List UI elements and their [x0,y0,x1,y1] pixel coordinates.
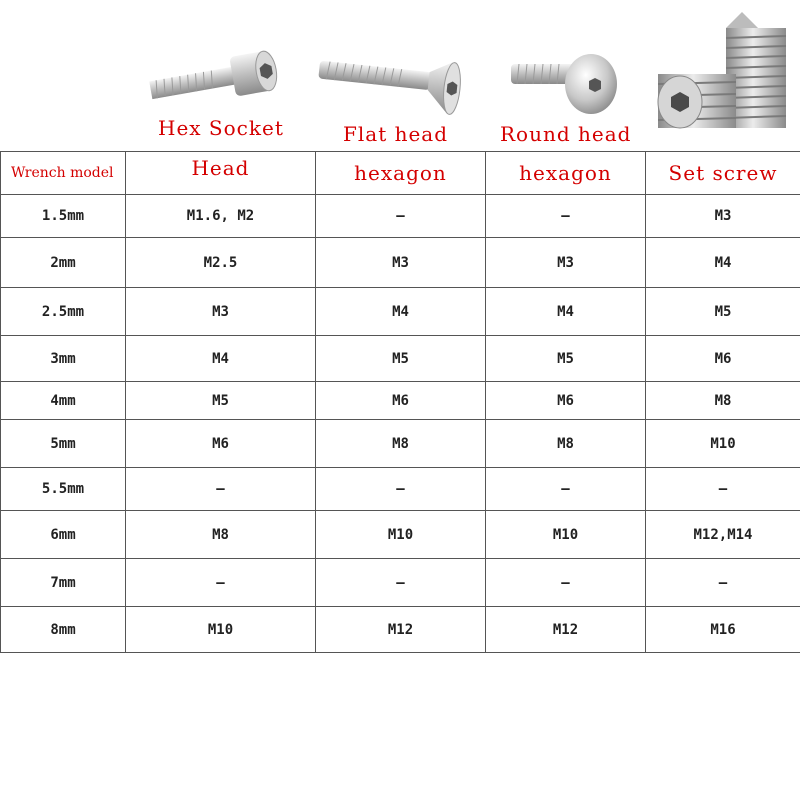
cell-set-screw: — [646,468,800,511]
header-round-hexagon: hexagon [486,152,646,195]
cell-head: M1.6, M2 [126,195,316,238]
cell-flat-head: — [316,195,486,238]
cell-round-head: — [486,195,646,238]
cell-flat-head: M12 [316,607,486,653]
cell-flat-head: M5 [316,336,486,382]
cell-wrench-size: 7mm [1,559,126,607]
table-row [1,238,800,288]
cell-round-head: M8 [486,420,646,468]
cell-set-screw: M4 [646,238,800,288]
cell-set-screw: — [646,559,800,607]
cell-head: M4 [126,336,316,382]
cell-head: — [126,468,316,511]
cell-round-head: M4 [486,288,646,336]
cell-wrench-size: 1.5mm [1,195,126,238]
cell-set-screw: M6 [646,336,800,382]
flat-head-screw-icon [310,50,475,120]
cell-round-head: — [486,468,646,511]
table-row [1,420,800,468]
cell-set-screw: M8 [646,382,800,420]
table-row [1,468,800,511]
cell-wrench-size: 5.5mm [1,468,126,511]
table-row [1,511,800,559]
table-row [1,382,800,420]
caption-flat-head: Flat head [343,122,449,146]
cell-flat-head: — [316,559,486,607]
cell-wrench-size: 4mm [1,382,126,420]
header-set-screw: Set screw [646,152,800,195]
cell-wrench-size: 6mm [1,511,126,559]
cell-wrench-size: 2.5mm [1,288,126,336]
cell-round-head: M12 [486,607,646,653]
table-row [1,336,800,382]
cell-set-screw: M16 [646,607,800,653]
cell-head: M2.5 [126,238,316,288]
cell-head: M5 [126,382,316,420]
cell-round-head: M3 [486,238,646,288]
header-wrench-model: Wrench model [1,152,126,195]
cell-head: M8 [126,511,316,559]
cell-set-screw: M3 [646,195,800,238]
cell-flat-head: M4 [316,288,486,336]
wrench-size-table [0,151,800,653]
cell-round-head: M5 [486,336,646,382]
round-head-screw-icon [505,48,620,120]
caption-hex-socket: Hex Socket [158,116,284,140]
header-head: Head [126,152,316,195]
cell-round-head: M6 [486,382,646,420]
cell-wrench-size: 5mm [1,420,126,468]
cell-set-screw: M5 [646,288,800,336]
table-row [1,559,800,607]
cell-head: M10 [126,607,316,653]
cell-head: — [126,559,316,607]
cell-wrench-size: 2mm [1,238,126,288]
cell-round-head: — [486,559,646,607]
table-row [1,607,800,653]
cell-round-head: M10 [486,511,646,559]
cell-set-screw: M12,M14 [646,511,800,559]
caption-round-head: Round head [500,122,632,146]
cell-flat-head: M10 [316,511,486,559]
hex-socket-screw-icon [145,40,285,120]
cell-head: M6 [126,420,316,468]
cell-flat-head: M3 [316,238,486,288]
cell-flat-head: M8 [316,420,486,468]
cell-wrench-size: 8mm [1,607,126,653]
cell-flat-head: — [316,468,486,511]
cell-set-screw: M10 [646,420,800,468]
cell-flat-head: M6 [316,382,486,420]
table-row [1,288,800,336]
cell-wrench-size: 3mm [1,336,126,382]
table-row [1,195,800,238]
set-screw-icon [650,12,800,140]
cell-head: M3 [126,288,316,336]
header-flat-hexagon: hexagon [316,152,486,195]
table-header-row [1,152,800,195]
